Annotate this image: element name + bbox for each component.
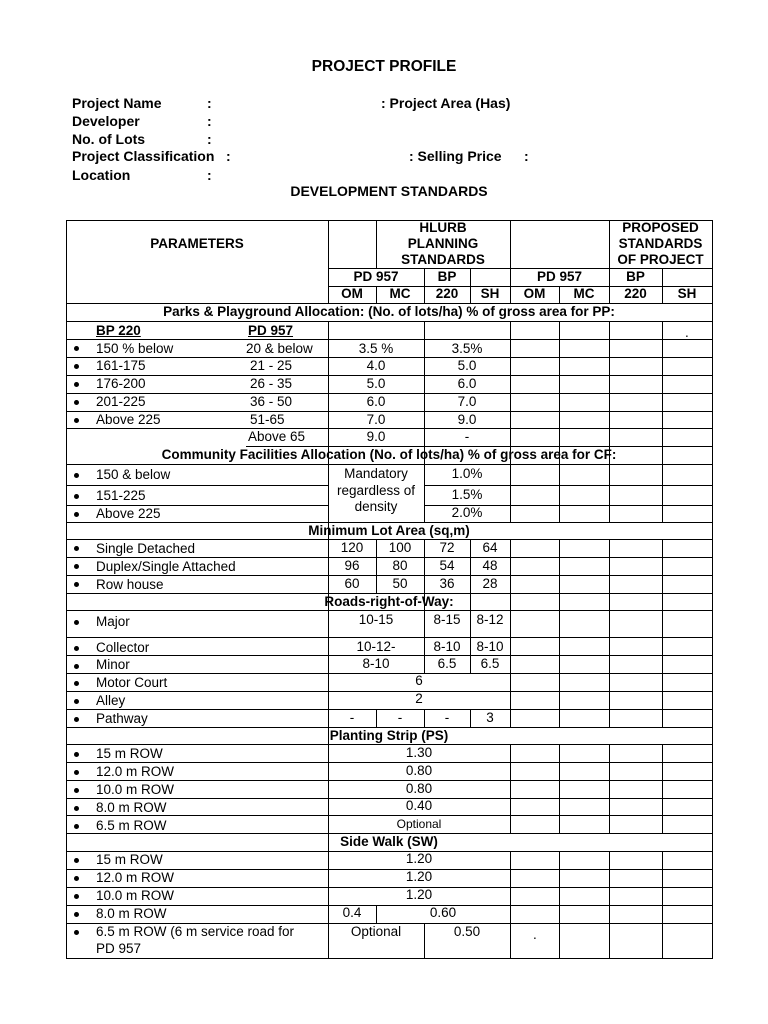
hlurb-pd957-header: PD 957	[353, 269, 399, 284]
cf-mandatory-2: regardless of	[336, 483, 416, 498]
row-alley-value: 2	[415, 691, 423, 706]
sw-65m-om: Optional	[350, 924, 402, 939]
bullet	[74, 382, 79, 387]
row-minor-sh: 6.5	[480, 656, 500, 671]
hlurb-header-2: PLANNING	[407, 236, 479, 251]
row-alley-label: Alley	[96, 693, 126, 708]
row-collector-pd: 10-12-	[356, 639, 396, 654]
ps-row-value: 1.30	[405, 745, 433, 760]
bullet	[74, 930, 79, 935]
pp-row-pd: 21 - 25	[250, 358, 293, 373]
bullet	[74, 699, 79, 704]
proposed-header-3: OF PROJECT	[617, 252, 704, 267]
cf-mandatory-3: density	[354, 499, 398, 514]
pp-row-bp: 176-200	[96, 376, 146, 391]
section-side-walk: Side Walk (SW)	[340, 834, 438, 849]
bullet	[74, 858, 79, 863]
hlurb-header-1: HLURB	[419, 220, 467, 235]
row-pathway-bp: -	[444, 710, 450, 725]
hlurb-bp-header: BP	[437, 269, 457, 284]
ps-row-label: 8.0 m ROW	[96, 800, 167, 815]
bullet	[74, 473, 79, 478]
ps-row-label: 12.0 m ROW	[96, 764, 175, 779]
section-roads-right-of-way: Roads-right-of-Way:	[324, 594, 454, 609]
bullet	[74, 770, 79, 775]
pp-row-v2: -	[464, 429, 470, 444]
parameters-header: PARAMETERS	[150, 236, 244, 251]
row-collector-bp: 8-10	[433, 639, 461, 654]
sw-row-label: 10.0 m ROW	[96, 888, 175, 903]
lot-row-om: 120	[340, 540, 364, 555]
ps-row-value: 0.80	[405, 781, 433, 796]
cf-row-v2: 1.0%	[451, 466, 483, 481]
pp-row-v1: 4.0	[366, 358, 386, 373]
row-motor-court-label: Motor Court	[96, 675, 168, 690]
ps-row-value: 0.40	[405, 798, 433, 813]
lot-row-sh: 48	[482, 558, 498, 573]
sw-8m-om: 0.4	[342, 905, 362, 920]
row-pathway-om: -	[349, 710, 355, 725]
row-minor-label: Minor	[96, 657, 130, 672]
bullet	[74, 418, 79, 423]
sw-row-label: 12.0 m ROW	[96, 870, 175, 885]
cf-row-v2: 2.0%	[451, 505, 483, 520]
lot-row-mc: 50	[392, 576, 408, 591]
project-classification-label: Project Classification	[72, 148, 215, 164]
ps-row-value: Optional	[396, 817, 442, 831]
bullet	[74, 512, 79, 517]
hlurb-header-3: STANDARDS	[401, 252, 485, 267]
pp-row-v2: 3.5%	[451, 341, 483, 356]
pp-pd957-head: PD 957	[248, 323, 294, 338]
row-pathway-mc: -	[397, 710, 403, 725]
hlurb-sh-header: SH	[480, 286, 500, 301]
pp-row-pd: Above 65	[248, 429, 306, 444]
cf-row-label: 150 & below	[96, 467, 171, 482]
lot-row-bp: 54	[439, 558, 455, 573]
proposed-header-2: STANDARDS	[618, 236, 703, 251]
section-minimum-lot-area: Minimum Lot Area (sq,m)	[308, 523, 470, 538]
proposed-pd957-header: PD 957	[536, 269, 583, 284]
pp-row-v2: 9.0	[457, 412, 477, 427]
ps-row-value: 0.80	[405, 763, 433, 778]
pp-row-v1: 7.0	[366, 412, 386, 427]
proposed-sh-header: SH	[677, 286, 697, 301]
proposed-header-1: PROPOSED	[622, 220, 699, 235]
page-title: PROJECT PROFILE	[311, 58, 457, 75]
pp-row-bp: 161-175	[96, 358, 146, 373]
pp-row-pd: 26 - 35	[250, 376, 293, 391]
lot-row-label: Row house	[96, 577, 164, 592]
location-label: Location	[72, 167, 131, 183]
cf-mandatory-1: Mandatory	[344, 466, 408, 481]
hlurb-bp220-header: 220	[435, 286, 459, 301]
bullet	[74, 788, 79, 793]
bullet	[74, 806, 79, 811]
bullet	[74, 681, 79, 686]
lot-row-label: Duplex/Single Attached	[96, 559, 236, 574]
pp-row-bp: Above 225	[96, 412, 161, 427]
proposed-om-header: OM	[523, 286, 546, 301]
sw-8m-label: 8.0 m ROW	[96, 906, 167, 921]
lot-row-bp: 36	[439, 576, 455, 591]
bullet	[74, 546, 79, 551]
pp-row-v1: 6.0	[366, 394, 386, 409]
location-colon: :	[207, 167, 212, 183]
hlurb-mc-header: MC	[389, 286, 411, 301]
sw-65m-label-2: PD 957	[96, 941, 142, 956]
pp-row-pd: 36 - 50	[250, 394, 293, 409]
pp-row-v2: 6.0	[457, 376, 477, 391]
project-name-colon: :	[207, 95, 212, 111]
bullet	[74, 582, 79, 587]
pp-row-pd: 20 & below	[246, 341, 313, 356]
bullet	[74, 752, 79, 757]
section-community-facilities: Community Facilities Allocation (No. of lots/ha) % of gross area for CF:	[161, 447, 617, 462]
row-pathway-sh: 3	[486, 710, 494, 725]
bullet	[74, 364, 79, 369]
pp-row-v2: 7.0	[457, 394, 477, 409]
row-major-bp: 8-15	[433, 612, 461, 627]
pp-bp220-head: BP 220	[96, 323, 141, 338]
bullet	[74, 912, 79, 917]
lot-row-mc: 80	[392, 558, 408, 573]
bullet	[74, 646, 79, 651]
bullet	[74, 717, 79, 722]
sw-row-label: 15 m ROW	[96, 852, 163, 867]
section-planting-strip: Planting Strip (PS)	[329, 728, 449, 743]
bullet	[74, 494, 79, 499]
sw-65m-label-1: 6.5 m ROW (6 m service road for	[96, 924, 295, 939]
bullet	[74, 564, 79, 569]
bullet	[74, 876, 79, 881]
bullet	[74, 894, 79, 899]
row-collector-label: Collector	[96, 640, 150, 655]
lot-row-om: 96	[344, 558, 360, 573]
bullet	[74, 400, 79, 405]
row-major-pd: 10-15	[358, 612, 394, 627]
pp-row-pd: 51-65	[250, 412, 285, 427]
row-minor-pd: 8-10	[362, 656, 390, 671]
sw-row-value: 1.20	[405, 869, 433, 884]
proposed-bp-header: BP	[626, 269, 645, 284]
row-minor-bp: 6.5	[437, 656, 457, 671]
bullet	[74, 346, 79, 351]
project-classification-colon: :	[226, 148, 231, 164]
pp-row-bp: 150 % below	[96, 341, 174, 356]
cf-row-v2: 1.5%	[451, 487, 483, 502]
lot-row-label: Single Detached	[96, 541, 196, 556]
project-name-label: Project Name	[72, 95, 162, 111]
bullet	[74, 664, 79, 669]
sw-65m-rest: 0.50	[453, 924, 481, 939]
proposed-bp220-header: 220	[624, 286, 647, 301]
pp-row-v2: 5.0	[457, 358, 477, 373]
pp-row-bp: 201-225	[96, 394, 146, 409]
lot-row-om: 60	[344, 576, 360, 591]
developer-colon: :	[207, 113, 212, 129]
sw-8m-rest: 0.60	[429, 905, 457, 920]
lot-row-sh: 64	[482, 540, 498, 555]
lot-row-bp: 72	[439, 540, 455, 555]
sw-row-value: 1.20	[405, 851, 433, 866]
sw-65m-dot: .	[533, 927, 537, 942]
lot-row-sh: 28	[482, 576, 498, 591]
proposed-mc-header: MC	[573, 286, 595, 301]
selling-price-colon: :	[524, 148, 529, 164]
sw-row-value: 1.20	[405, 887, 433, 902]
lot-row-mc: 100	[388, 540, 412, 555]
selling-price-label: : Selling Price	[409, 148, 502, 164]
ps-row-label: 10.0 m ROW	[96, 782, 175, 797]
pp-row-v1: 9.0	[366, 429, 386, 444]
project-area-label: : Project Area (Has)	[381, 95, 511, 111]
row-major-label: Major	[96, 614, 130, 629]
hlurb-om-header: OM	[341, 286, 363, 301]
developer-label: Developer	[72, 113, 140, 129]
row-motor-court-value: 6	[415, 673, 423, 688]
bullet	[74, 824, 79, 829]
no-of-lots-label: No. of Lots	[72, 131, 146, 147]
row-collector-sh: 8-10	[476, 639, 504, 654]
section-parks-playground: Parks & Playground Allocation: (No. of lots/ha) % of gross area for PP:	[163, 304, 615, 319]
row-major-sh: 8-12	[476, 612, 504, 627]
no-of-lots-colon: :	[207, 131, 212, 147]
bullet	[74, 620, 79, 625]
pp-row-v1: 3.5 %	[358, 341, 394, 356]
development-standards-title: DEVELOPMENT STANDARDS	[290, 183, 488, 199]
cf-row-label: 151-225	[96, 488, 146, 503]
cf-row-label: Above 225	[96, 506, 161, 521]
pp-row-v1: 5.0	[366, 376, 386, 391]
pp-dot: .	[685, 325, 689, 340]
ps-row-label: 15 m ROW	[96, 746, 163, 761]
row-pathway-label: Pathway	[96, 711, 148, 726]
ps-row-label: 6.5 m ROW	[96, 818, 167, 833]
